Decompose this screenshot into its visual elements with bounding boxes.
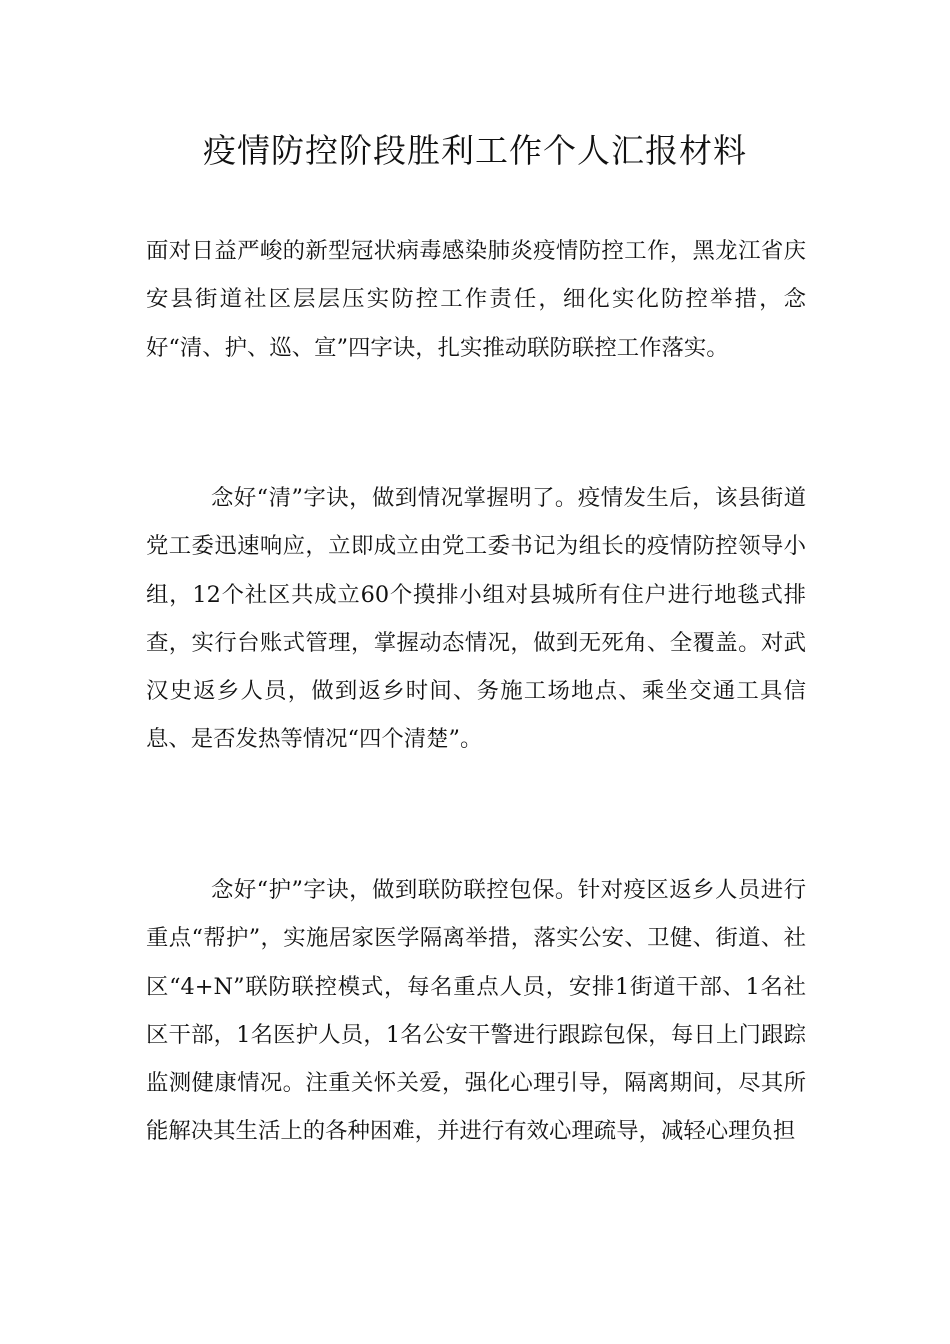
paragraph-intro: 面对日益严峻的新型冠状病毒感染肺炎疫情防控工作，黑龙江省庆安县街道社区层层压实防控工作责任，细化实化防控举措，念好“清、护、巡、宣”四字诀，扎实推动联防联控工作落实。 <box>146 238 806 361</box>
document-title: 疫情防控阶段胜利工作个人汇报材料 <box>203 131 747 170</box>
paragraph-hu: 念好“护”字诀，做到联防联控包保。针对疫区返乡人员进行重点“帮护”，实施居家医学隔离举措，落实公安、卫健、街道、社区“4+N”联防联控模式，每名重点人员，安排1街道干部、1名社区干部，1名医护人员，1名公安干警进行跟踪包保，每日上门跟踪监测健康情况。注重关怀关爱，强化心理引导，隔离期间，尽其所能解决其生活上的各种困难，并进行有效心理疏导，减轻心理负担 <box>146 877 806 1145</box>
paragraph-qing: 念好“清”字诀，做到情况掌握明了。疫情发生后，该县街道党工委迅速响应，立即成立由党工委书记为组长的疫情防控领导小组，12个社区共成立60个摸排小组对县城所有住户进行地毯式排查，实行台账式管理，掌握动态情况，做到无死角、全覆盖。对武汉史返乡人员，做到返乡时间、务施工场地点、乘坐交通工具信息、是否发热等情况“四个清楚”。 <box>146 485 806 753</box>
